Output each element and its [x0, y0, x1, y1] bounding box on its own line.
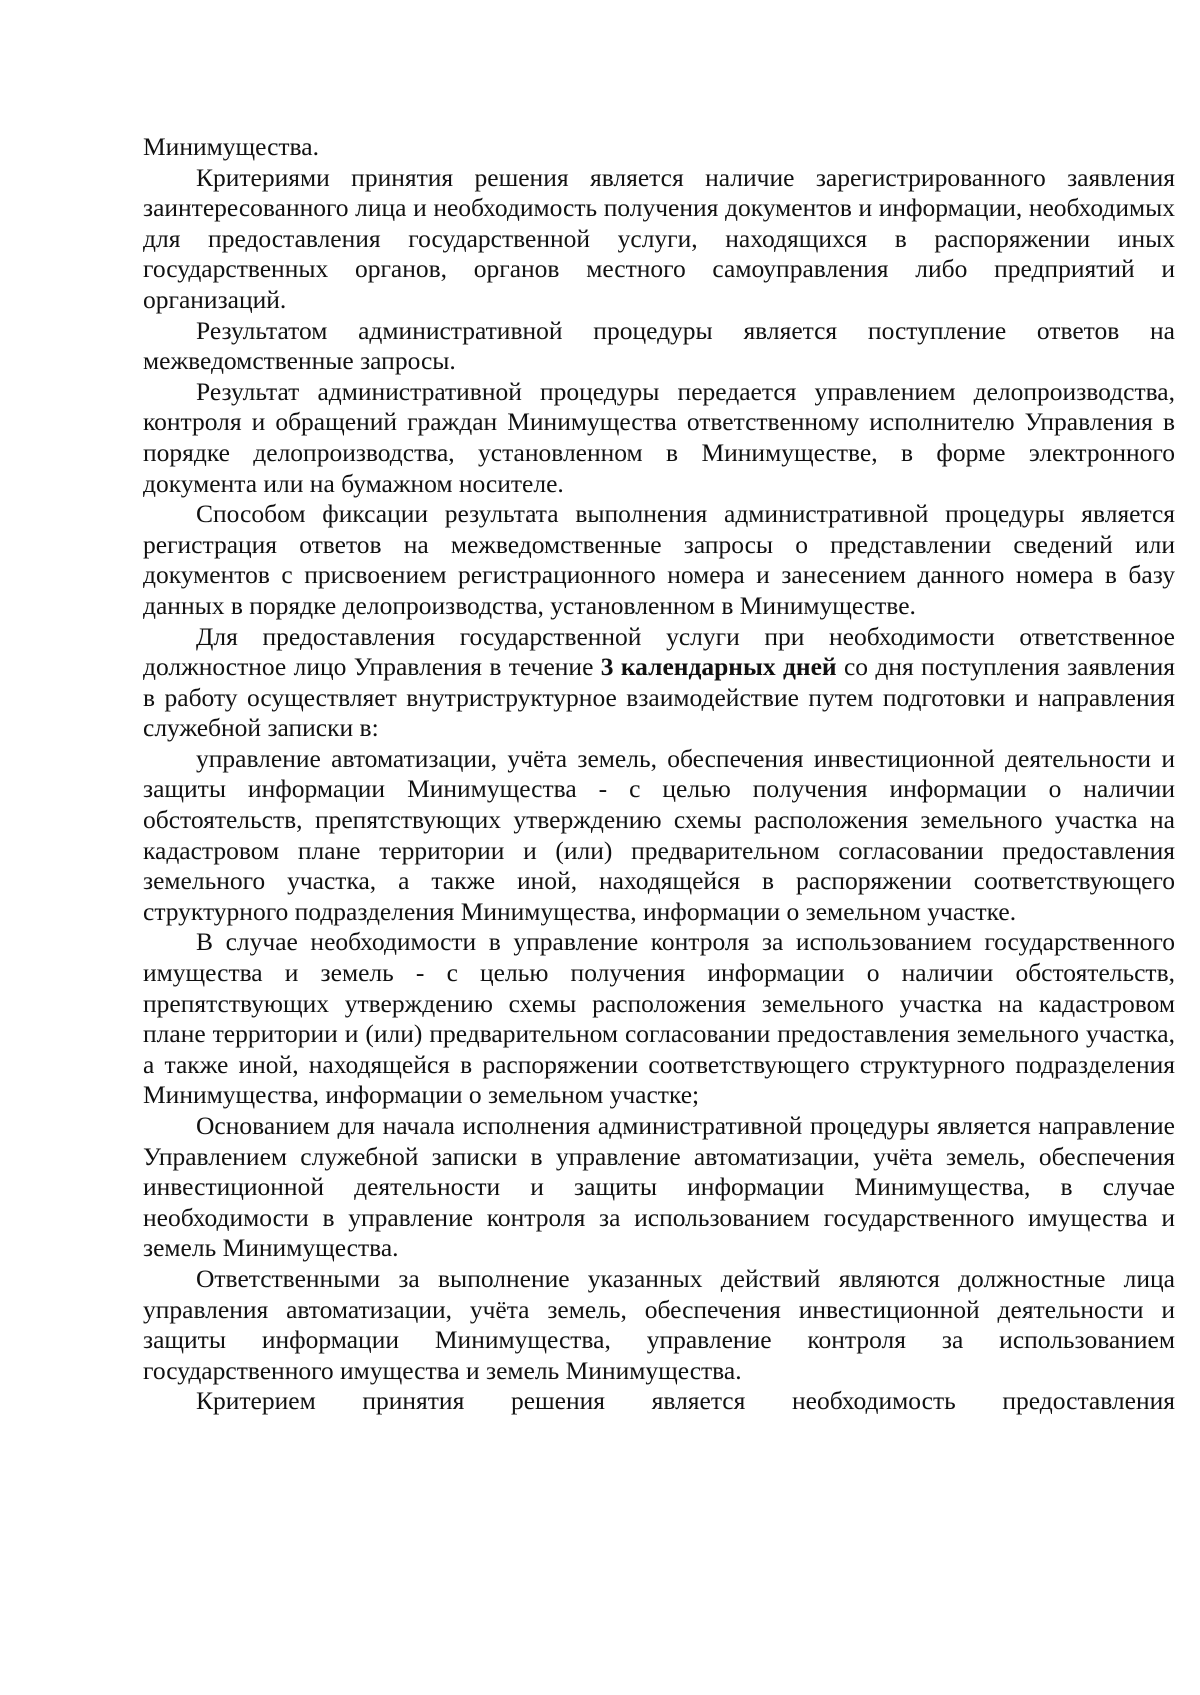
paragraph: Основанием для начала исполнения административной процедуры является направление Управлением служебной записки в управление автоматизации, учёта земель, обеспечения инвестиционной деятельности и защиты информации Минимущества, в случае необходимости в управление контроля за использованием государственного имущества и земель Минимущества.	[143, 1111, 1175, 1263]
paragraph: Критериями принятия решения является наличие зарегистрированного заявления заинтересованного лица и необходимость получения документов и информации, необходимых для предоставления государственной услуги, находящихся в распоряжении иных государственных органов, органов местного самоуправления либо предприятий и организаций.	[143, 162, 1175, 314]
paragraph: В случае необходимости в управление контроля за использованием государственного имущества и земель - с целью получения информации о наличии обстоятельств, препятствующих утверждению схемы расположения земельного участка на кадастровом плане территории и (или) предварительном согласовании предоставления земельного участка, а также иной, находящейся в распоряжении соответствующего структурного подразделения Минимущества, информации о земельном участке;	[143, 927, 1175, 1110]
paragraph: Способом фиксации результата выполнения административной процедуры является регистрация ответов на межведомственные запросы о представлении сведений или документов с присвоением регистрационного номера и занесением данного номера в базу данных в порядке делопроизводства, установленном в Минимуществе.	[143, 499, 1175, 620]
document-body	[143, 132, 1175, 1417]
paragraph: Ответственными за выполнение указанных действий являются должностные лица управления автоматизации, учёта земель, обеспечения инвестиционной деятельности и защиты информации Минимущества, управление контроля за использованием государственного имущества и земель Минимущества.	[143, 1263, 1175, 1385]
paragraph: Минимущества.	[143, 132, 319, 161]
paragraph-text: Для предоставления государственной услуги при необходимости ответственное должностное лицо Управления в течение	[143, 621, 1175, 682]
paragraph-text: со дня поступления заявления в работу осуществляет внутриструктурное взаимодействие путем подготовки и направления служебной записки в:	[143, 652, 1175, 743]
paragraph: Результатом административной процедуры является поступление ответов на межведомственные запросы.	[143, 315, 1175, 376]
paragraph	[143, 622, 1175, 744]
paragraph-last: Критерием принятия решения является необходимость предоставления	[196, 1386, 1175, 1416]
paragraph: управление автоматизации, учёта земель, обеспечения инвестиционной деятельности и защиты информации Минимущества - с целью получения информации о наличии обстоятельств, препятствующих утверждению схемы расположения земельного участка на кадастровом плане территории и (или) предварительном согласовании предоставления земельного участка, а также иной, находящейся в распоряжении соответствующего структурного подразделения Минимущества, информации о земельном участке.	[143, 743, 1175, 926]
deadline-bold-text: 3 календарных дней	[600, 652, 837, 682]
paragraph: Результат административной процедуры передается управлением делопроизводства, контроля и обращений граждан Минимущества ответственному исполнителю Управления в порядке делопроизводства, установленном в Минимуществе, в форме электронного документа или на бумажном носителе.	[143, 376, 1175, 498]
